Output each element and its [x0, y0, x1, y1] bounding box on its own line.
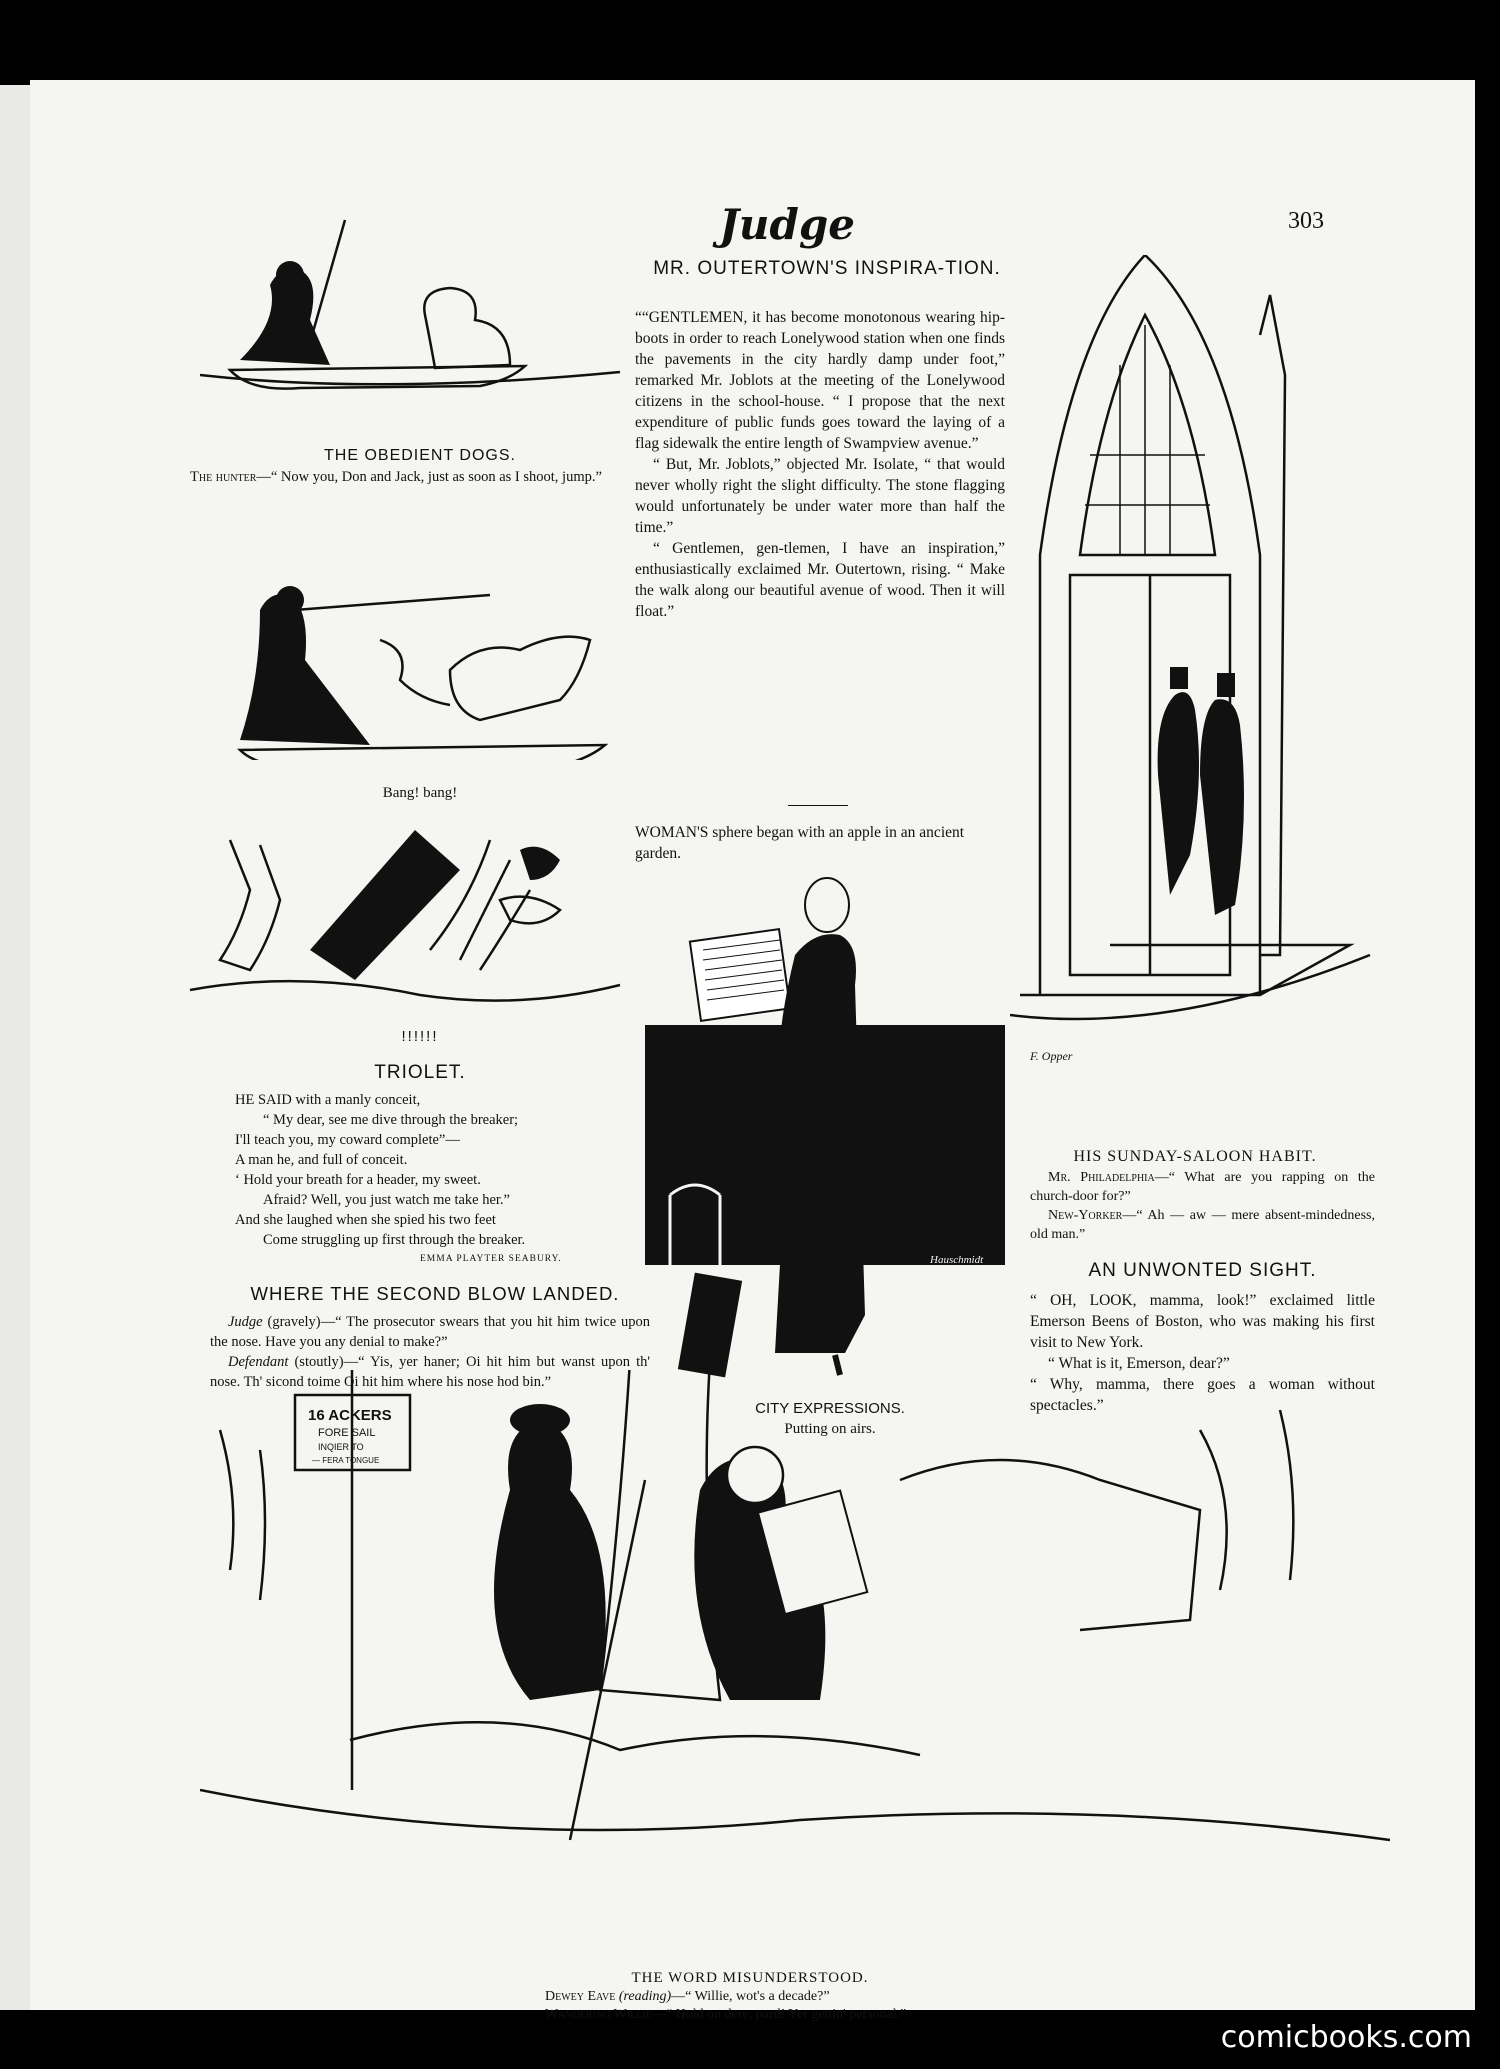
capsizing-boat — [310, 830, 460, 980]
hunter-1-head — [276, 261, 304, 289]
triolet-line-7: And she laughed when she spied his two feet — [235, 1212, 496, 1228]
falling-hunter — [220, 840, 280, 970]
newyorker-label: New-Yorker — [1048, 1208, 1123, 1223]
city-expressions-title: CITY EXPRESSIONS. — [755, 1400, 905, 1417]
gentleman-head — [805, 878, 849, 932]
outertown-para-3: “ Gentlemen, gen-tlemen, I have an inspiration,” enthusiastically exclaimed Mr. Outertown, rising. “ Make the walk along our beautiful avenue of wood. Then it will float.” — [635, 540, 1005, 620]
dog-1 — [424, 288, 510, 368]
gentleman-figure — [775, 934, 865, 1353]
willie-label: Wandering Willie — [545, 2007, 652, 2022]
hunter-2 — [240, 594, 370, 745]
obedient-dogs-speech — [190, 468, 650, 487]
top-hat-1 — [1170, 667, 1188, 689]
triolet-line-8: Come struggling up first through the breaker. — [263, 1232, 526, 1248]
sign-line-3: INQIER TO — [318, 1442, 364, 1452]
section-rule — [788, 805, 848, 806]
stone-wall — [1260, 295, 1285, 955]
dewey-line: —“ Willie, wot's a decade?” — [671, 1989, 830, 2004]
defendant-text: (stoutly)—“ Yis, yer haner; Oi hit him but wanst upon th' nose. Th' sicond toime Oi hit him where his nose hod bin.” — [210, 1354, 650, 1390]
top-hat-2 — [1217, 673, 1235, 697]
triolet-line-6: Afraid? Well, you just watch me take her.” — [263, 1192, 510, 1208]
city-expressions-illustration — [645, 875, 1010, 1380]
tramp-dewey — [494, 1420, 606, 1700]
triolet-line-1: HE SAID with a manly conceit, — [235, 1092, 421, 1108]
page-number: 303 — [1288, 208, 1324, 234]
newyorker-line: —“ Ah — aw — mere absent-mindedness, old man.” — [1030, 1208, 1375, 1242]
outertown-para-1: ““GENTLEMEN, it has become monotonous wearing hip-boots in order to reach Lonelywood station when one finds the pavements in the city hardly damp under foot,” remarked Mr. Joblots at the meeting of the Lonelywood citizens in the school-house. “ I propose that the next expenditure of public funds goes toward the laying of a flag sidewalk the entire length of Swampview avenue.” — [635, 309, 1005, 452]
dewey-stage: (reading) — [615, 1989, 672, 2004]
triolet-line-3: I'll teach you, my coward complete”— — [235, 1132, 460, 1148]
man-newyorker — [1200, 699, 1244, 915]
adjacent-page-edge — [0, 85, 32, 2010]
obedient-dogs-panel-1 — [180, 200, 650, 390]
judge-label: Judge — [228, 1314, 263, 1330]
unwonted-para-1: “ OH, LOOK, mamma, look!” exclaimed little Emerson Beens of Boston, who was making his first visit to New York. — [1030, 1292, 1375, 1351]
sunday-saloon-text — [1030, 1168, 1375, 1244]
philadelphia-label: Mr. Philadelphia — [1048, 1170, 1155, 1185]
sign-line-1: 16 ACKERS — [308, 1407, 392, 1424]
watermark: comicbooks.com — [1220, 2020, 1472, 2055]
dog-2 — [450, 637, 590, 720]
outertown-para-2: “ But, Mr. Joblots,” objected Mr. Isolate, “ that would never wholly right the slight difficulty. The stone flagging would unfortunately be under water more than half the time.” — [635, 456, 1005, 536]
sign-line-2: FORE SAIL — [318, 1427, 376, 1439]
obedient-dogs-panel-2 — [180, 500, 650, 760]
hunter-label: The hunter — [190, 469, 257, 485]
outertown-body — [635, 307, 1005, 622]
leaping-dog-1 — [520, 847, 560, 880]
sign-line-4: — FERA TONGUE — [312, 1456, 380, 1465]
stone-wall-fence — [900, 1460, 1200, 1630]
panel-2-caption: Bang! bang! — [382, 785, 458, 801]
philadelphia-line: —“ What are you rapping on the church-door for?” — [1030, 1170, 1375, 1204]
defendant-label: Defendant — [228, 1354, 289, 1370]
unwonted-para-2: “ What is it, Emerson, dear?” — [1048, 1355, 1230, 1372]
word-misunderstood-title: THE WORD MISUNDERSTOOD. — [631, 1970, 869, 1986]
dog-3 — [380, 640, 450, 705]
word-misunderstood-dialogue — [545, 1988, 1185, 2024]
legs-line — [350, 1722, 920, 1755]
obedient-dogs-title: THE OBEDIENT DOGS. — [324, 447, 516, 464]
word-misunderstood-illustration — [200, 1370, 1390, 1950]
panel-3-caption: !!!!!! — [401, 1028, 439, 1045]
ground — [200, 1790, 1390, 1840]
hunter-speech: —“ Now you, Don and Jack, just as soon as I shoot, jump.” — [256, 469, 602, 485]
tramp-dewey-hat — [510, 1404, 570, 1436]
triolet-title: TRIOLET. — [374, 1062, 466, 1083]
triolet-poem — [235, 1090, 655, 1250]
unwonted-title: AN UNWONTED SIGHT. — [1088, 1260, 1317, 1281]
magazine-page — [30, 80, 1475, 2022]
church-artist-signature: F. Opper — [1030, 1049, 1073, 1063]
outertown-title: MR. OUTERTOWN'S INSPIRA-TION. — [653, 258, 1001, 279]
man-philadelphia — [1158, 692, 1199, 895]
willie-line: —“ Hold on dere, pard! Yer gettin' personal.” — [651, 2007, 907, 2022]
church-door-illustration — [1010, 255, 1390, 1115]
boat-2 — [240, 745, 605, 760]
sunday-saloon-title: HIS SUNDAY-SALOON HABIT. — [1073, 1148, 1317, 1165]
music-folio — [677, 1271, 744, 1378]
tramp-willie-head — [727, 1447, 783, 1503]
arch-window — [1080, 315, 1215, 555]
city-expressions-subtitle: Putting on airs. — [784, 1421, 876, 1437]
leaping-dog-2 — [500, 897, 560, 924]
unwonted-para-3: “ Why, mamma, there goes a woman without spectacles.” — [1030, 1376, 1375, 1414]
dewey-label: Dewey Eave — [545, 1989, 616, 2004]
second-blow-title: WHERE THE SECOND BLOW LANDED. — [250, 1283, 620, 1304]
triolet-line-4: A man he, and full of conceit. — [235, 1152, 408, 1168]
woman-sphere-text: WOMAN'S sphere began with an apple in an ancient garden. — [635, 824, 965, 862]
judge-text: (gravely)—“ The prosecutor swears that you hit him twice upon the nose. Have you any denial to make?” — [210, 1314, 650, 1350]
triolet-author: EMMA PLAYTER SEABURY. — [420, 1254, 562, 1264]
obedient-dogs-panel-3 — [180, 820, 650, 1020]
triolet-line-5: ‘ Hold your breath for a header, my sweet. — [235, 1172, 481, 1188]
triolet-line-2: “ My dear, see me dive through the breaker; — [263, 1112, 519, 1128]
cartoonist-signature: Hauschmidt — [930, 1254, 984, 1266]
rifle-2 — [295, 595, 490, 610]
masthead: Judge — [719, 200, 855, 249]
